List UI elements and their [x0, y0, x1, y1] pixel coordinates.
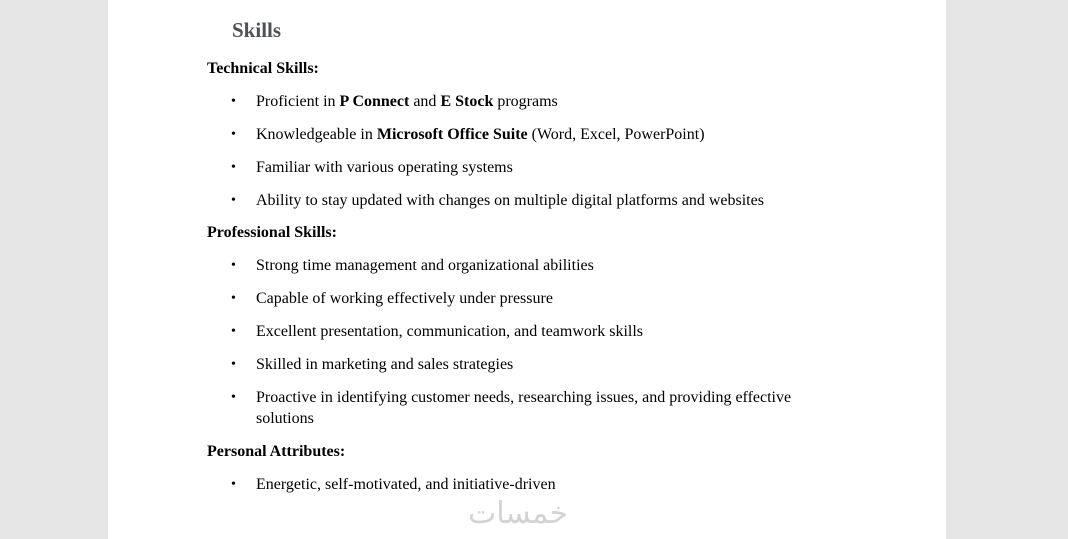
bullet-icon: • [231, 357, 236, 372]
list-item: • Skilled in marketing and sales strategies [231, 356, 514, 373]
list-item: • Ability to stay updated with changes on multiple digital platforms and websites [231, 192, 764, 209]
bullet-icon: • [231, 477, 236, 492]
list-item: • Knowledgeable in Microsoft Office Suite (Word, Excel, PowerPoint) [231, 126, 705, 143]
document-page [108, 0, 946, 539]
bullet-icon: • [231, 258, 236, 273]
list-item: • Capable of working effectively under pressure [231, 290, 553, 307]
heading-personal-attributes: Personal Attributes: [207, 443, 346, 460]
heading-technical-skills: Technical Skills: [207, 60, 319, 77]
bullet-icon: • [231, 160, 236, 175]
list-item: • Proficient in P Connect and E Stock programs [231, 93, 558, 110]
list-item: • Excellent presentation, communication, and teamwork skills [231, 323, 644, 340]
list-item: • Energetic, self-motivated, and initiative-driven [231, 476, 556, 493]
bullet-icon: • [231, 94, 236, 109]
list-item: • Strong time management and organizational abilities [231, 257, 594, 274]
bullet-icon: • [231, 291, 236, 306]
list-item: • Familiar with various operating systems [231, 159, 513, 176]
watermark-logo: خمسات [468, 496, 569, 531]
bullet-icon: • [231, 324, 236, 339]
heading-professional-skills: Professional Skills: [207, 224, 337, 241]
bullet-icon: • [231, 127, 236, 142]
list-item: • Proactive in identifying customer needs, researching issues, and providing effective solutions [231, 389, 792, 427]
bullet-icon: • [231, 193, 236, 208]
bullet-icon: • [231, 390, 236, 405]
section-title-skills: Skills [232, 18, 282, 42]
